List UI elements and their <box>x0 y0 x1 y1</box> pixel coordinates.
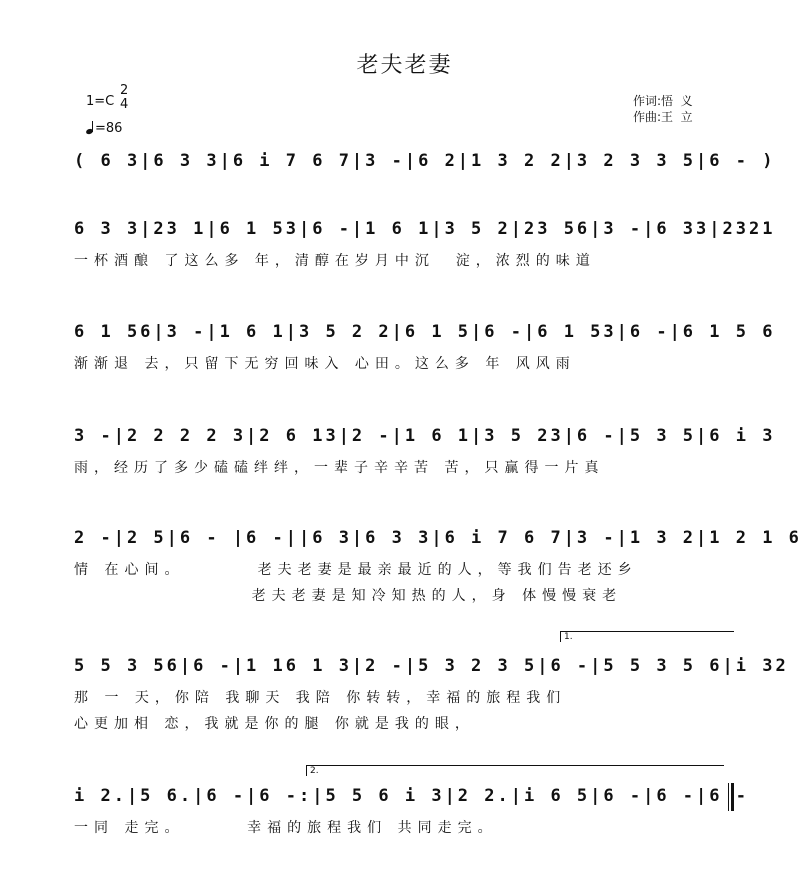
notation-line: 5 5 3 56|6 -|1 16 1 3|2 -|5 3 2 3 5|6 -|5 5 3 5 6|i 32 <box>74 656 789 676</box>
lyric-line: 雨，经历了多少磕磕绊绊，一辈子辛辛苦 苦，只赢得一片真 <box>74 460 605 476</box>
notation-line: i 2.|5 6.|6 -|6 -:|5 5 6 i 3|2 2.|i 6 5|6 -|6 -|6 - <box>74 786 749 806</box>
tempo-value: =86 <box>95 121 123 136</box>
lyric-line: 渐渐退 去，只留下无穷回味入 心田。这么多 年 风风雨 <box>74 356 576 372</box>
quarter-note-icon <box>86 122 95 134</box>
lyric-line-verse-2: 老夫老妻是知冷知热的人，身 体慢慢衰老 <box>74 588 623 604</box>
lyricist-credit: 作词:悟 义 <box>633 94 693 108</box>
notation-line: 6 3 3|23 1|6 1 53|6 -|1 6 1|3 5 2|23 56|3 -|6 33|2321 <box>74 219 776 239</box>
lyric-line: 一同 走完。 幸福的旅程我们 共同走完。 <box>74 820 498 836</box>
first-ending-bracket: 1. <box>560 631 734 642</box>
lyric-line: 一杯酒酿 了这么多 年，清醇在岁月中沉 淀，浓烈的味道 <box>74 253 596 269</box>
notation-line: 6 1 56|3 -|1 6 1|3 5 2 2|6 1 5|6 -|6 1 53|6 -|6 1 5 6 <box>74 322 776 342</box>
lyric-line-verse-1: 那 一 天，你陪 我聊天 我陪 你转转，幸福的旅程我们 <box>74 690 567 706</box>
tempo-marking <box>86 121 122 137</box>
key-signature: 1=C <box>86 94 115 109</box>
time-signature <box>120 84 128 112</box>
final-barline <box>728 783 734 811</box>
composer-credit: 作曲:王 立 <box>633 110 693 124</box>
second-ending-bracket: 2. <box>306 765 724 776</box>
time-signature-numerator: 2 <box>120 83 129 98</box>
time-signature-denominator: 4 <box>120 97 129 112</box>
credits <box>633 93 693 125</box>
page-title: 老夫老妻 <box>356 53 453 78</box>
lyric-line-verse-1: 情 在心间。 老夫老妻是最亲最近的人，等我们告老还乡 <box>74 562 638 578</box>
notation-line: ( 6 3|6 3 3|6 i 7 6 7|3 -|6 2|1 3 2 2|3 2 3 3 5|6 - ) <box>74 151 776 171</box>
lyric-line-verse-2: 心更加相 恋，我就是你的腿 你就是我的眼， <box>74 716 475 732</box>
notation-line: 3 -|2 2 2 2 3|2 6 13|2 -|1 6 1|3 5 23|6 -|5 3 5|6 i 3 <box>74 426 776 446</box>
notation-line: 2 -|2 5|6 - |6 -||6 3|6 3 3|6 i 7 6 7|3 -|1 3 2|1 2 1 6 <box>74 528 802 548</box>
